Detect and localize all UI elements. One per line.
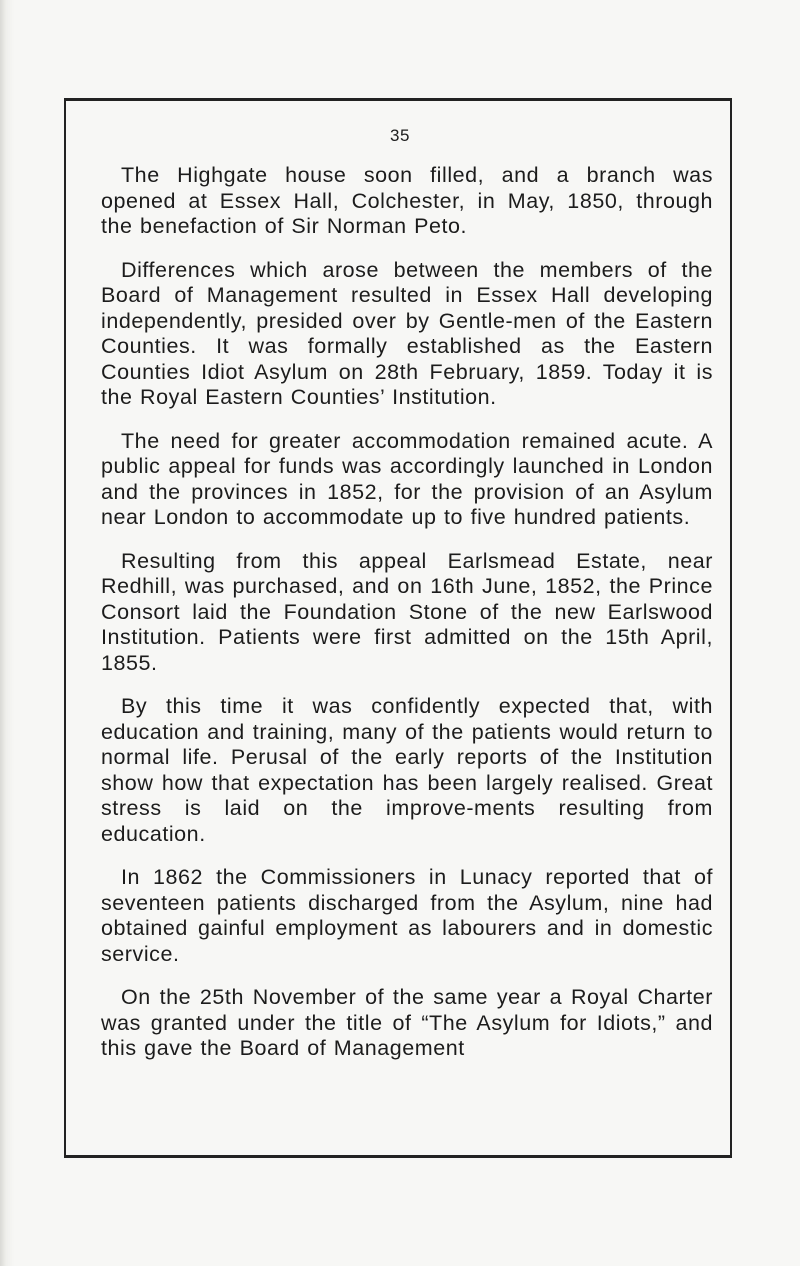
- page-binding-edge: [0, 0, 14, 1266]
- paragraph-3: The need for greater accommodation remained acute. A public appeal for funds was accordingly launched in London and the provinces in 1852, for the provision of an Asylum near London to accommodate up to five hundred patients.: [101, 428, 713, 529]
- paragraph-4: Resulting from this appeal Earlsmead Estate, near Redhill, was purchased, and on 16th June, 1852, the Prince Consort laid the Foundation Stone of the new Earlswood Institution. Patients were first admitted on the 15th April, 1855.: [101, 548, 713, 675]
- paragraph-6: In 1862 the Commissioners in Lunacy reported that of seventeen patients discharged from the Asylum, nine had obtained gainful employment as labourers and in domestic service.: [101, 865, 713, 966]
- paragraph-5: By this time it was confidently expected that, with education and training, many of the patients would return to normal life. Perusal of the early reports of the Institution show how that expectation has been largely realised. Great stress is laid on the improve-ments resulting from education.: [101, 694, 713, 846]
- page-number: 35: [390, 126, 410, 145]
- paragraph-7: On the 25th November of the same year a Royal Charter was granted under the title of “The Asylum for Idiots,” and this gave the Board of Management: [101, 985, 713, 1060]
- body-text: [101, 163, 713, 1062]
- paragraph-1: The Highgate house soon filled, and a branch was opened at Essex Hall, Colchester, in May, 1850, through the benefaction of Sir Norman Peto.: [101, 163, 713, 238]
- paragraph-2: Differences which arose between the members of the Board of Management resulted in Essex Hall developing independently, presided over by Gentle-men of the Eastern Counties. It was formally established as the Eastern Counties Idiot Asylum on 28th February, 1859. Today it is the Royal Eastern Counties’ Institution.: [101, 257, 713, 409]
